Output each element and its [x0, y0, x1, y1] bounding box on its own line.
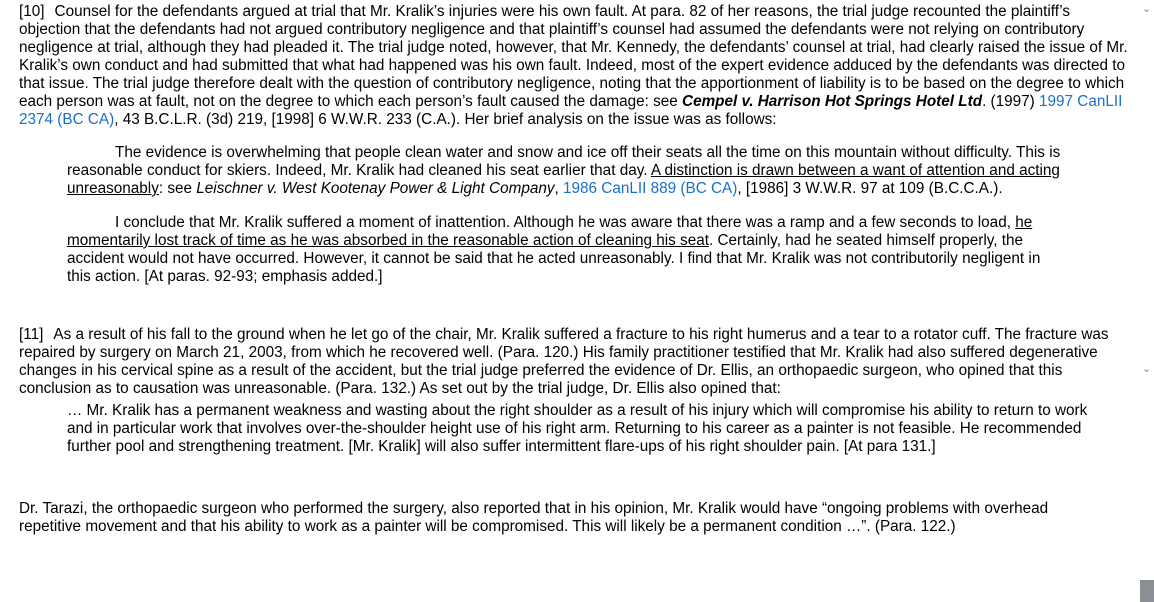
- case-citation-leischner: Leischner v. West Kootenay Power & Light Company: [196, 180, 555, 197]
- canlii-link-1986[interactable]: 1986 CanLII 889 (BC CA): [563, 180, 738, 197]
- chevron-down-icon[interactable]: ⌄: [1142, 3, 1152, 15]
- quote-text: : see: [158, 180, 197, 197]
- paragraph-text: , 43 B.C.L.R. (3d) 219, [1998] 6 W.W.R. 233 (C.A.). Her brief analysis on the issue was as follows:: [114, 111, 777, 128]
- paragraph-10: [19, 3, 1131, 129]
- paragraph-number: [11]: [19, 326, 44, 343]
- block-quote-trial-judge: [19, 144, 1067, 286]
- paragraph-text: As a result of his fall to the ground when he let go of the chair, Mr. Kralik suffered a fracture to his right humerus and a tear to a rotator cuff. The fracture was repaired by surgery on March 21, 2003, from which he recovered well. (Para. 120.) His family practitioner testified that Mr. Kralik had also suffered degenerative changes in his cervical spine as a result of the accident, but the trial judge preferred the evidence of Dr. Ellis, an orthopaedic surgeon, who opined that this conclusion as to causation was unreasonable. (Para. 132.) As set out by the trial judge, Dr. Ellis also opined that:: [19, 326, 1109, 397]
- emphasized-text: he momentarily lost track of time as he was absorbed in the reasonable action of cleaning his seat: [67, 214, 1033, 249]
- paragraph-11: [19, 326, 1131, 398]
- chevron-down-icon[interactable]: ⌄: [1142, 363, 1152, 375]
- quote-text: The evidence is overwhelming that people clean water and snow and ice off their seats all the time on this mountain without difficulty. This is reasonable conduct for skiers. Indeed, Mr. Kralik had cleaned his seat earlier that day.: [67, 144, 1061, 179]
- paragraph-text: Counsel for the defendants argued at trial that Mr. Kralik’s injuries were his own fault. At para. 82 of her reasons, the trial judge recounted the plaintiff’s objection that the defendants had not argued contributory negligence and that plaintiff’s counsel had assumed the defendants were not relying on contributory negligence at trial, although they had pleaded it. The trial judge noted, however, that Mr. Kennedy, the defendants’ counsel at trial, had clearly raised the issue of Mr. Kralik’s own conduct and had submitted that what had happened was his own fault. Indeed, most of the expert evidence adduced by the defendants was directed to that issue. The trial judge therefore dealt with the question of contributory negligence, noting that the apportionment of liability is to be based on the degree to which each person was at fault, not on the degree to which each person’s fault caused the damage: see: [19, 3, 1128, 110]
- quote-text: ,: [554, 180, 564, 197]
- emphasized-text: A distinction is drawn between a want of attention and acting unreasonably: [67, 162, 1060, 197]
- paragraph-tarazi: Dr. Tarazi, the orthopaedic surgeon who performed the surgery, also reported that in his opinion, Mr. Kralik would have “ongoing problems with overhead repetitive movement and that his ability to work as a painter will be compromised. This will likely be a permanent condition …”. (Para. 122.): [19, 500, 1049, 535]
- quote-text: , [1986] 3 W.W.R. 97 at 109 (B.C.C.A.).: [737, 180, 1003, 197]
- quote-paragraph-1: [67, 144, 1067, 198]
- canlii-link-1997[interactable]: 1997 CanLII 2374 (BC CA): [19, 93, 1123, 128]
- paragraph-number: [10]: [19, 3, 45, 20]
- quote-text: . Certainly, had he seated himself properly, the accident would not have occurred. However, it cannot be said that he acted unreasonably. I find that Mr. Kralik was not contributorily negligent in this action. [At paras. 92-93; emphasis added.]: [67, 232, 1041, 285]
- quote-text: I conclude that Mr. Kralik suffered a moment of inattention. Although he was aware that there was a ramp and a few seconds to load,: [115, 214, 1016, 231]
- paragraph-text: . (1997): [982, 93, 1040, 110]
- scroll-corner-button[interactable]: [1140, 580, 1154, 602]
- block-quote-dr-ellis: [19, 402, 1097, 456]
- judgment-document: [19, 3, 1131, 536]
- quote-paragraph-2: [67, 214, 1067, 286]
- quote-paragraph: … Mr. Kralik has a permanent weakness and wasting about the right shoulder as a result of his injury which will compromise his ability to return to work and in particular work that involves over-the-shoulder height use of his right arm. Returning to his career as a painter is not feasible. He recommended further pool and strengthening treatment. [Mr. Kralik] will also suffer intermittent flare-ups of his right shoulder pain. [At para 131.]: [67, 402, 1088, 455]
- case-citation-cempel: Cempel v. Harrison Hot Springs Hotel Ltd: [682, 93, 983, 110]
